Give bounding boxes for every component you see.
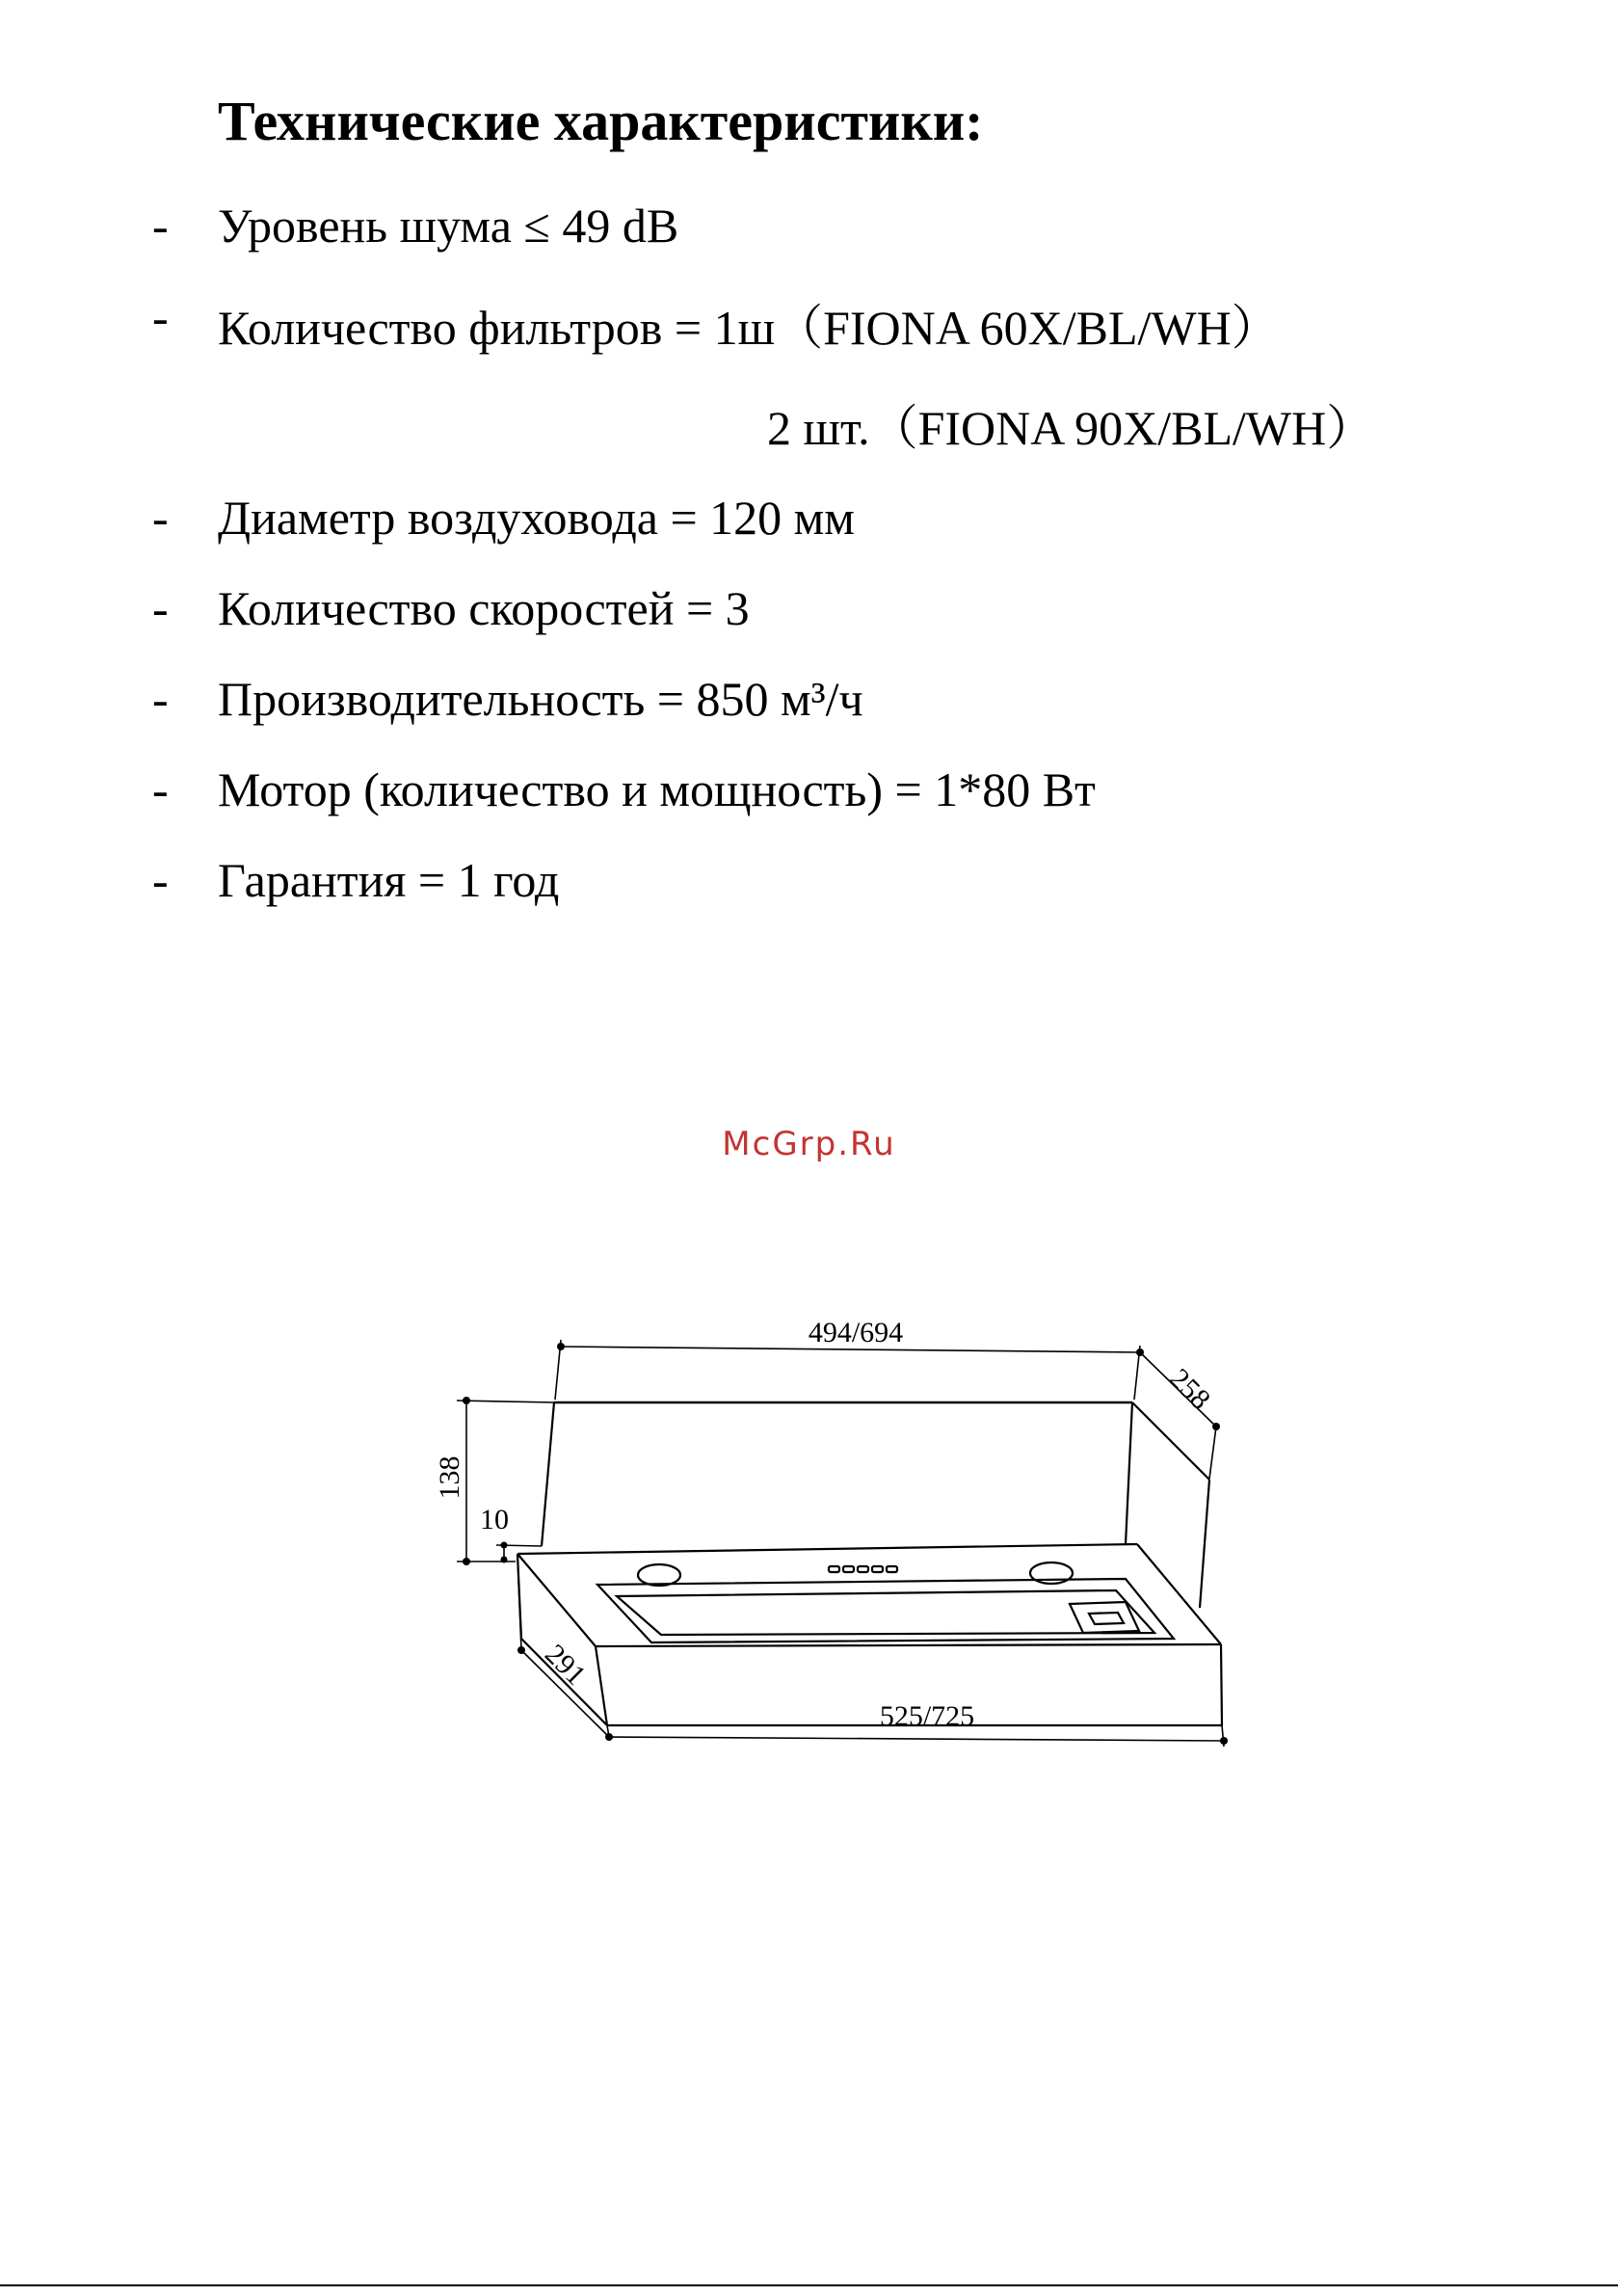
footer-divider bbox=[0, 2284, 1618, 2286]
bullet-dash: - bbox=[152, 762, 169, 816]
dim-line-width-bottom bbox=[609, 1737, 1224, 1741]
frame-front-left bbox=[596, 1646, 607, 1725]
control-button bbox=[858, 1566, 868, 1572]
dim-dot bbox=[605, 1733, 613, 1741]
dim-label-width-bottom: 525/725 bbox=[879, 1700, 975, 1732]
upper-box-front-right-edge bbox=[1126, 1402, 1132, 1544]
upper-box-left-edge bbox=[542, 1402, 554, 1546]
spec-text: Производительность = 850 м³/ч bbox=[218, 672, 863, 726]
spec-continuation-text: 2 шт.（FIONA 90X/BL/WH） bbox=[767, 401, 1375, 455]
spec-text: Гарантия = 1 год bbox=[218, 853, 560, 907]
bullet-dash: - bbox=[152, 581, 169, 635]
frame-top-left bbox=[517, 1554, 596, 1646]
frame-top-back bbox=[517, 1544, 1137, 1554]
ext-line bbox=[457, 1401, 555, 1402]
grease-trap bbox=[1070, 1602, 1139, 1633]
control-button bbox=[843, 1566, 854, 1572]
bullet-dash: - bbox=[152, 199, 169, 253]
control-button bbox=[887, 1566, 897, 1572]
spec-text: Диаметр воздуховода = 120 мм bbox=[218, 491, 855, 545]
dim-label-depth-top: 258 bbox=[1163, 1362, 1217, 1416]
frame-top-front bbox=[596, 1644, 1221, 1646]
bullet-dash: - bbox=[152, 491, 169, 545]
dim-label-width-top: 494/694 bbox=[808, 1317, 904, 1348]
watermark: McGrp.Ru bbox=[722, 1125, 896, 1163]
dim-dot bbox=[463, 1397, 470, 1404]
control-button bbox=[872, 1566, 883, 1572]
control-button bbox=[829, 1566, 839, 1572]
spec-text: Количество фильтров = 1ш（FIONA 60X/BL/WH） bbox=[218, 301, 1280, 355]
dim-dot bbox=[1212, 1423, 1220, 1430]
dim-label-thickness: 10 bbox=[480, 1504, 509, 1535]
bullet-dash: - bbox=[152, 672, 169, 726]
dim-dot bbox=[501, 1557, 508, 1563]
spec-text: Мотор (количество и мощность) = 1*80 Вт bbox=[218, 762, 1096, 816]
ext-line bbox=[1209, 1427, 1216, 1479]
page-title: Технические характеристики: bbox=[218, 90, 984, 152]
dim-dot bbox=[501, 1542, 508, 1549]
dim-label-height: 138 bbox=[434, 1455, 465, 1500]
dim-dot bbox=[1220, 1737, 1228, 1745]
spec-text: Уровень шума ≤ 49 dB bbox=[218, 199, 679, 253]
frame-front-right bbox=[1221, 1644, 1222, 1725]
dim-label-depth-bottom: 291 bbox=[539, 1638, 593, 1692]
grease-trap-inner bbox=[1089, 1613, 1124, 1624]
upper-box-side-back bbox=[1200, 1480, 1209, 1608]
bullet-dash: - bbox=[152, 853, 169, 907]
dim-dot bbox=[1136, 1348, 1144, 1356]
dim-dot bbox=[463, 1558, 470, 1565]
bullet-dash: - bbox=[152, 290, 169, 344]
upper-box-side-top bbox=[1132, 1402, 1209, 1480]
light-left bbox=[638, 1564, 680, 1586]
frame-top-right bbox=[1137, 1544, 1221, 1644]
spec-text: Количество скоростей = 3 bbox=[218, 581, 750, 635]
dim-dot bbox=[557, 1343, 565, 1350]
dim-dot bbox=[517, 1646, 525, 1654]
